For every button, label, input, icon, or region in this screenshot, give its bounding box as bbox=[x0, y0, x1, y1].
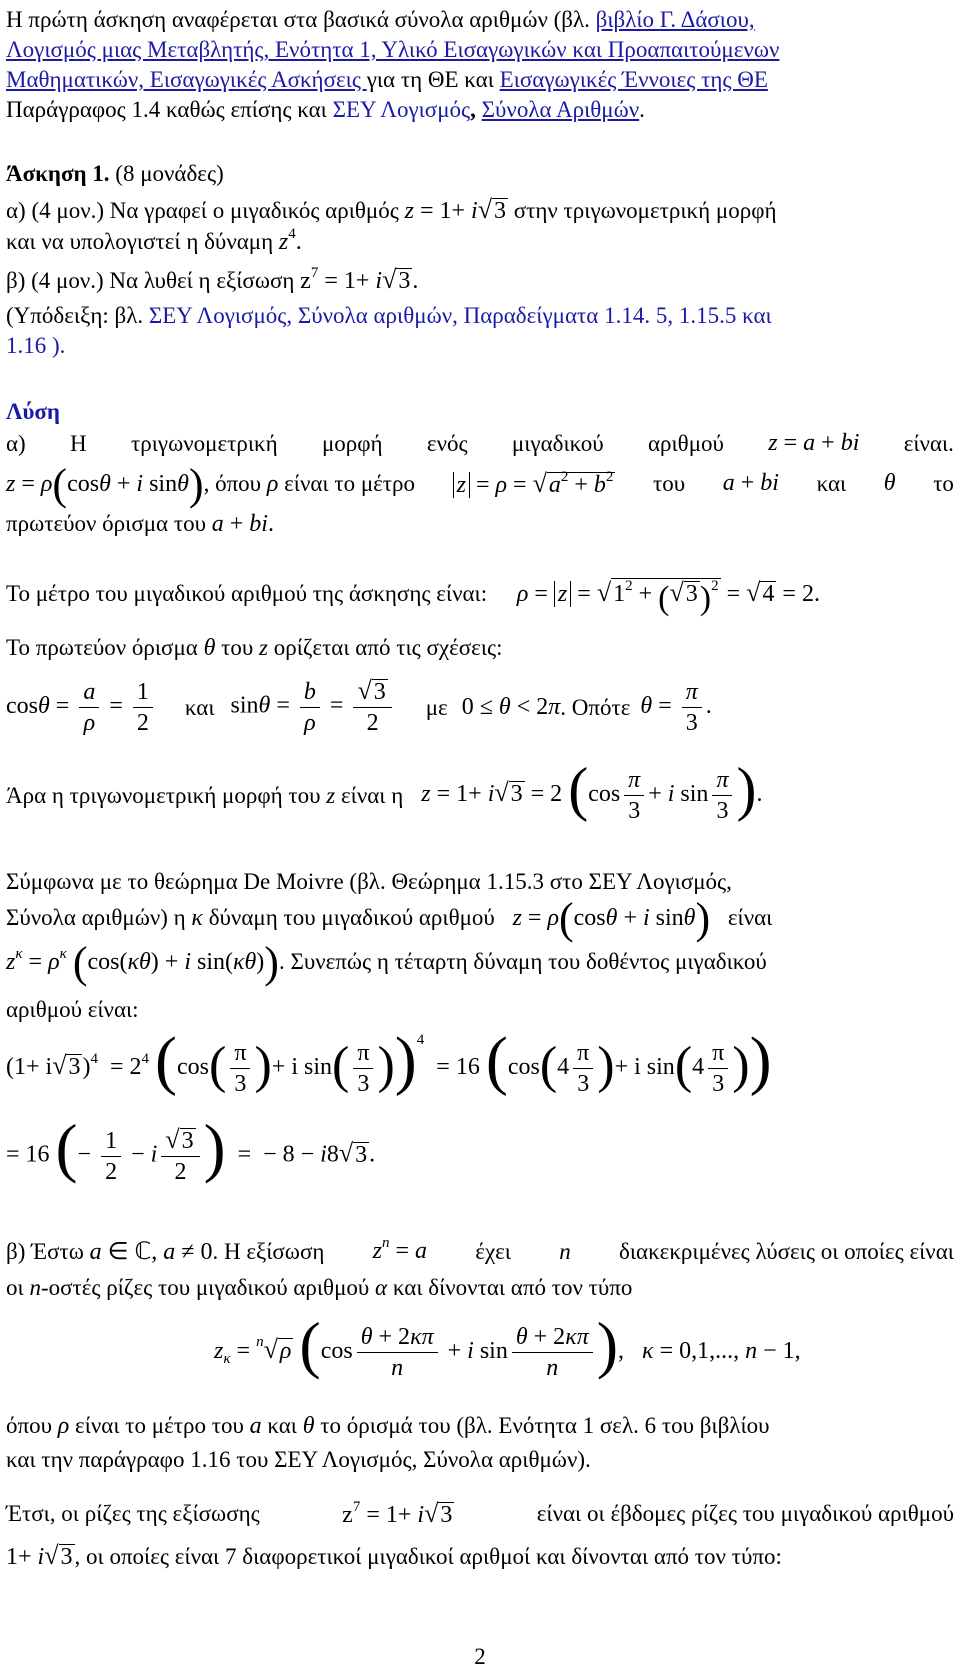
part-b-line-3: όπου ρ είναι το μέτρο του a και θ το όρισμά του (βλ. Ενότητα 1 σελ. 6 του βιβλίου bbox=[6, 1413, 770, 1439]
math-de-moivre: $z^\kappa = \rho^\kappa$ (cos(κθ) + i sin(κθ)) bbox=[6, 938, 279, 987]
math-modulus-value: $\rho = z = √1^2 + (√3)^2 = √4 = 2$. bbox=[516, 578, 820, 617]
text: οι bbox=[6, 1275, 30, 1300]
link-dasiou-book[interactable]: βιβλίο Γ. Δάσιου, bbox=[595, 7, 755, 32]
text: είναι το μέτρο bbox=[278, 471, 416, 496]
link-example-numbers[interactable]: 1.14. 5, 1.15.5 και bbox=[598, 303, 772, 328]
text: Άρα η τριγωνομετρική μορφή του bbox=[6, 782, 321, 808]
link-sey-calculus[interactable]: ΣΕΥ Λογισμός bbox=[332, 97, 471, 122]
roots-line-1 bbox=[6, 1500, 954, 1529]
text: είναι bbox=[727, 905, 773, 930]
math-a-bi: a + bi. bbox=[211, 511, 274, 537]
math-a-in-c: a ∈ ℂ, a ≠ 0 bbox=[89, 1239, 213, 1265]
math-z4: $z^4$. bbox=[278, 226, 302, 255]
math-sin-theta: sinθ = $\frac{b}{\rho}$ = $\frac{√3}{2}$ bbox=[231, 676, 396, 738]
hint-text: (Υπόδειξη: βλ. bbox=[6, 303, 149, 328]
math-zn-eq: $z^n = a$ bbox=[372, 1235, 428, 1264]
text: διακεκριμένες λύσεις οι οποίες είναι bbox=[619, 1239, 954, 1264]
fourth-power-line-1 bbox=[6, 1023, 954, 1106]
argument-line: Το πρωτεύον όρισμα θ του z ορίζεται από τις σχέσεις: bbox=[6, 635, 503, 661]
math-trig-form: z = 1+ i√3 = 2 (cos $\frac{\pi}{3}$ + i sin $\frac{\pi}{3}$ ). bbox=[421, 755, 763, 824]
text: Έτσι, οι ρίζες της εξίσωσης bbox=[6, 1501, 260, 1526]
math-a-bi: a + bi bbox=[722, 470, 779, 496]
intro-text: Παράγραφος 1.4 καθώς επίσης και bbox=[6, 97, 333, 122]
text: πρωτεύον όρισμα του bbox=[6, 511, 212, 536]
de-moivre-line-1: Σύμφωνα με το θεώρημα De Moivre (βλ. Θεώρημα 1.15.3 στο ΣΕΥ Λογισμός, bbox=[6, 869, 732, 894]
text: είναι το μέτρο του bbox=[75, 1413, 244, 1438]
text: όπου bbox=[6, 1413, 52, 1438]
text: Το πρωτεύον όρισμα bbox=[6, 635, 204, 660]
part-b-line-1: β) Έστω a ∈ ℂ, a ≠ 0. Η εξίσωση $z^n = a$ έχει n διακεκριμένες λύσεις οι οποίες είναι bbox=[6, 1235, 954, 1265]
part-b-line-2: οι n-οστές ρίζες του μιγαδικού αριθμού α και δίνονται από τον τύπο bbox=[6, 1275, 633, 1300]
page-number: 2 bbox=[474, 1644, 486, 1669]
math-1-i-sqrt3: 1+ i√3 bbox=[6, 1541, 73, 1570]
math-fourth-power: $(1+ i√3)^4 = 2^4$ (cos( $\frac{\pi}{3}$ )+ i sin( $\frac{\pi}{3}$ ))$^4$ = 16 (cos(4 $\frac{\pi}{3}$ )+ i sin(4 $\frac{\pi}{3}$ )) bbox=[6, 1023, 772, 1097]
text: το όρισμά του (βλ. Ενότητα 1 σελ. 6 του βιβλίου bbox=[320, 1413, 770, 1438]
exercise-points: (8 μονάδες) bbox=[109, 161, 224, 186]
text: και bbox=[816, 471, 847, 496]
text: με bbox=[425, 694, 448, 720]
argument-relations bbox=[6, 672, 954, 742]
period: . bbox=[639, 97, 645, 122]
text: β) Έστω bbox=[6, 1239, 84, 1264]
fourth-power-line-2 bbox=[6, 1111, 954, 1194]
group bbox=[6, 1238, 324, 1266]
word: Η bbox=[70, 431, 87, 456]
text: και bbox=[184, 694, 215, 720]
link-sey-examples[interactable]: ΣΕΥ Λογισμός, Σύνολα αριθμών, Παραδείγματα bbox=[148, 303, 599, 328]
link-calculus-unit[interactable]: Λογισμός μιας Μεταβλητής, Ενότητα 1, Υλικό Εισαγωγικών και Προαπαιτούμενων bbox=[6, 37, 780, 62]
link-intro-concepts[interactable]: Εισαγωγικές Έννοιες της ΘΕ bbox=[499, 67, 768, 92]
text: Το μέτρο του μιγαδικού αριθμού της άσκησης είναι: bbox=[6, 581, 488, 606]
math-modulus-def: $z = \rho = √a^2 + b^2$ bbox=[453, 470, 616, 499]
exercise-heading bbox=[6, 160, 954, 187]
text: -οστές ρίζες του μιγαδικού αριθμού bbox=[40, 1275, 376, 1300]
text: . Συνεπώς η τέταρτη δύναμη του δοθέντος μιγαδικού bbox=[278, 949, 767, 974]
text: ορίζεται από τις σχέσεις: bbox=[267, 635, 503, 660]
part-a-text: α) (4 μον.) Να γραφεί ο μιγαδικός αριθμός bbox=[6, 198, 405, 223]
solution-line-1 bbox=[6, 430, 954, 457]
text: , οι οποίες είναι 7 διαφορετικοί μιγαδικοί αριθμοί και δίνονται από τον τύπο: bbox=[74, 1544, 782, 1569]
word: μορφή bbox=[321, 431, 383, 456]
hint-line2: 1.16 ). bbox=[6, 333, 66, 358]
math-z-abi: z = a + bi bbox=[768, 430, 860, 456]
math-z7-eq: $z^7 = 1+ i√3$. bbox=[300, 265, 419, 294]
text: είναι η bbox=[341, 782, 404, 808]
solution-line-3 bbox=[6, 510, 954, 538]
math-theta-range: 0 ≤ θ < 2π bbox=[461, 693, 561, 720]
roots-formula-line bbox=[6, 1308, 954, 1392]
de-moivre-line-2: Σύνολα αριθμών) η κ δύναμη του μιγαδικού αριθμού z = ρ(cosθ + i sinθ) είναι bbox=[6, 894, 773, 943]
text: , όπου bbox=[203, 471, 267, 496]
part-a-text: στην τριγωνομετρική μορφή bbox=[507, 198, 777, 223]
word: τριγωνομετρική bbox=[131, 431, 278, 456]
text: έχει bbox=[475, 1239, 511, 1264]
de-moivre-line-3 bbox=[6, 938, 954, 987]
link-number-sets[interactable]: Σύνολα Αριθμών bbox=[481, 97, 640, 122]
part-b-text: β) (4 μον.) Να λυθεί η εξίσωση bbox=[6, 268, 301, 293]
exercise-title: Άσκηση 1. bbox=[6, 161, 110, 186]
intro-line-4 bbox=[6, 96, 954, 123]
math-z-eq: z = 1+ i√3 bbox=[404, 195, 506, 224]
word: είναι. bbox=[903, 431, 954, 456]
comma: , bbox=[470, 97, 482, 122]
math-fourth-power-result: = 16 (− $\frac{1}{2}$ − i $\frac{√3}{2}$ ) = − 8 − i8√3. bbox=[6, 1111, 376, 1185]
solution-title: Λύση bbox=[6, 399, 60, 424]
text: και δίνονται από τον τύπο bbox=[387, 1275, 633, 1300]
exercise-part-a bbox=[6, 196, 954, 225]
text: το bbox=[933, 471, 954, 496]
intro-text: Η πρώτη άσκηση αναφέρεται στα βασικά σύνολα αριθμών (βλ. bbox=[6, 7, 596, 32]
exercise-part-a-line2 bbox=[6, 228, 954, 256]
text: είναι οι έβδομες ρίζες του μιγαδικού αριθμού bbox=[536, 1501, 954, 1526]
word: ενός bbox=[426, 431, 468, 456]
intro-line-1 bbox=[6, 6, 954, 33]
math-theta: θ bbox=[883, 470, 896, 496]
math-z7-eq: $z^7 = 1+ i√3$ bbox=[342, 1499, 453, 1528]
exercise-hint bbox=[6, 302, 954, 329]
part-a-text: και να υπολογιστεί η δύναμη bbox=[6, 229, 279, 254]
word: α) bbox=[6, 431, 26, 456]
text: του bbox=[653, 471, 686, 496]
word: μιγαδικού bbox=[511, 431, 604, 456]
math-polar-form: z = ρ(cosθ + i sinθ) bbox=[512, 894, 711, 943]
math-theta-value: θ = $\frac{\pi}{3}$ . bbox=[640, 678, 712, 736]
roots-line-2 bbox=[6, 1542, 954, 1571]
math-roots-formula: $z_\kappa = ^n√\rho$ (cos $\frac{\theta + 2\kappa\pi}{n}$ + i sin $\frac{\theta + 2\kappa\pi}{n}$ ), κ = 0,1,..., n − 1, bbox=[214, 1308, 801, 1381]
link-intro-exercises[interactable]: Μαθηματικών, Εισαγωγικές Ασκήσεις bbox=[6, 67, 367, 92]
modulus-line bbox=[6, 578, 954, 617]
exercise-part-b bbox=[6, 266, 954, 295]
text: και bbox=[267, 1413, 297, 1438]
math-cos-theta: cosθ = $\frac{a}{\rho}$ = $\frac{1}{2}$ bbox=[6, 677, 157, 738]
intro-line-3 bbox=[6, 66, 954, 93]
word: αριθμού bbox=[647, 431, 724, 456]
math-polar: z = ρ(cosθ + i sinθ), όπου ρ είναι το μέτρο bbox=[6, 460, 416, 509]
text: . Οπότε bbox=[560, 694, 631, 720]
de-moivre-line-4: αριθμού είναι: bbox=[6, 997, 139, 1022]
solution-line-2 bbox=[6, 460, 954, 509]
trig-form-line: Άρα η τριγωνομετρική μορφή του z είναι η z = 1+ i√3 = 2 (cos $\frac{\pi}{3}$ + i sin $\frac{\pi}{3}$ ). bbox=[6, 755, 763, 824]
text: δύναμη του μιγαδικού αριθμού bbox=[202, 905, 495, 930]
text: Σύνολα αριθμών) η bbox=[6, 905, 192, 930]
intro-text: για τη ΘΕ και bbox=[366, 67, 500, 92]
text: . Η εξίσωση bbox=[212, 1239, 325, 1264]
part-b-line-4: και την παράγραφο 1.16 του ΣΕΥ Λογισμός, Σύνολα αριθμών). bbox=[6, 1447, 591, 1472]
text: του bbox=[215, 635, 260, 660]
